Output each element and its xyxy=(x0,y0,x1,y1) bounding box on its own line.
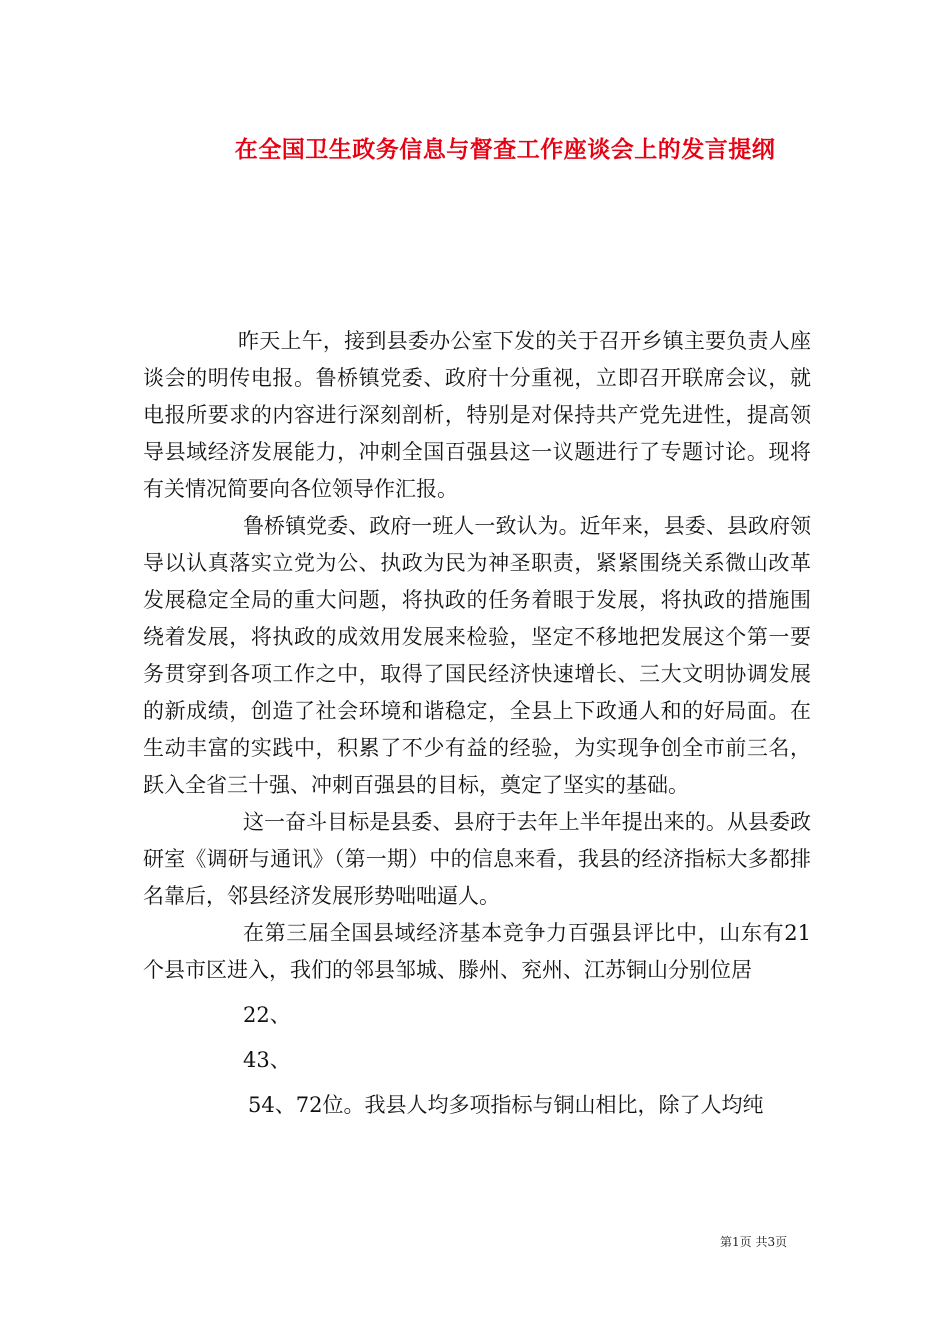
paragraph-1: 昨天上午，接到县委办公室下发的关于召开乡镇主要负责人座谈会的明传电报。鲁桥镇党委、政府十分重视，立即召开联席会议，就电报所要求的内容进行深刻剖析，特别是对保持共产党先进性，提高领导县域经济发展能力，冲刺全国百强县这一议题进行了专题讨论。现将有关情况简要向各位领导作汇报。 xyxy=(143,329,811,501)
list-line-1: 22、 xyxy=(243,1003,291,1027)
paragraph-2: 鲁桥镇党委、政府一班人一致认为。近年来，县委、县政府领导以认真落实立党为公、执政为民为神圣职责，紧紧围绕关系微山改革发展稳定全局的重大问题，将执政的任务着眼于发展，将执政的措施围绕着发展，将执政的成效用发展来检验，坚定不移地把发展这个第一要务贯穿到各项工作之中，取得了国民经济快速增长、三大文明协调发展的新成绩，创造了社会环境和谐稳定，全县上下政通人和的好局面。在生动丰富的实践中，积累了不少有益的经验，为实现争创全市前三名，跃入全省三十强、冲刺百强县的目标，奠定了坚实的基础。 xyxy=(143,514,811,797)
paragraph-4: 在第三届全国县域经济基本竞争力百强县评比中，山东有21个县市区进入，我们的邻县邹城、滕州、兖州、江苏铜山分别位居 xyxy=(143,921,811,982)
list-line-3: 54、72位。我县人均多项指标与铜山相比，除了人均纯 xyxy=(248,1093,764,1117)
page-number: 第1页 共3页 xyxy=(720,1235,788,1249)
document-title: 在全国卫生政务信息与督查工作座谈会上的发言提纲 xyxy=(234,136,776,163)
list-line-2: 43、 xyxy=(243,1048,291,1072)
paragraph-3: 这一奋斗目标是县委、县府于去年上半年提出来的。从县委政研室《调研与通讯》（第一期）中的信息来看，我县的经济指标大多都排名靠后，邻县经济发展形势咄咄逼人。 xyxy=(143,810,811,908)
document-body xyxy=(143,323,811,1124)
